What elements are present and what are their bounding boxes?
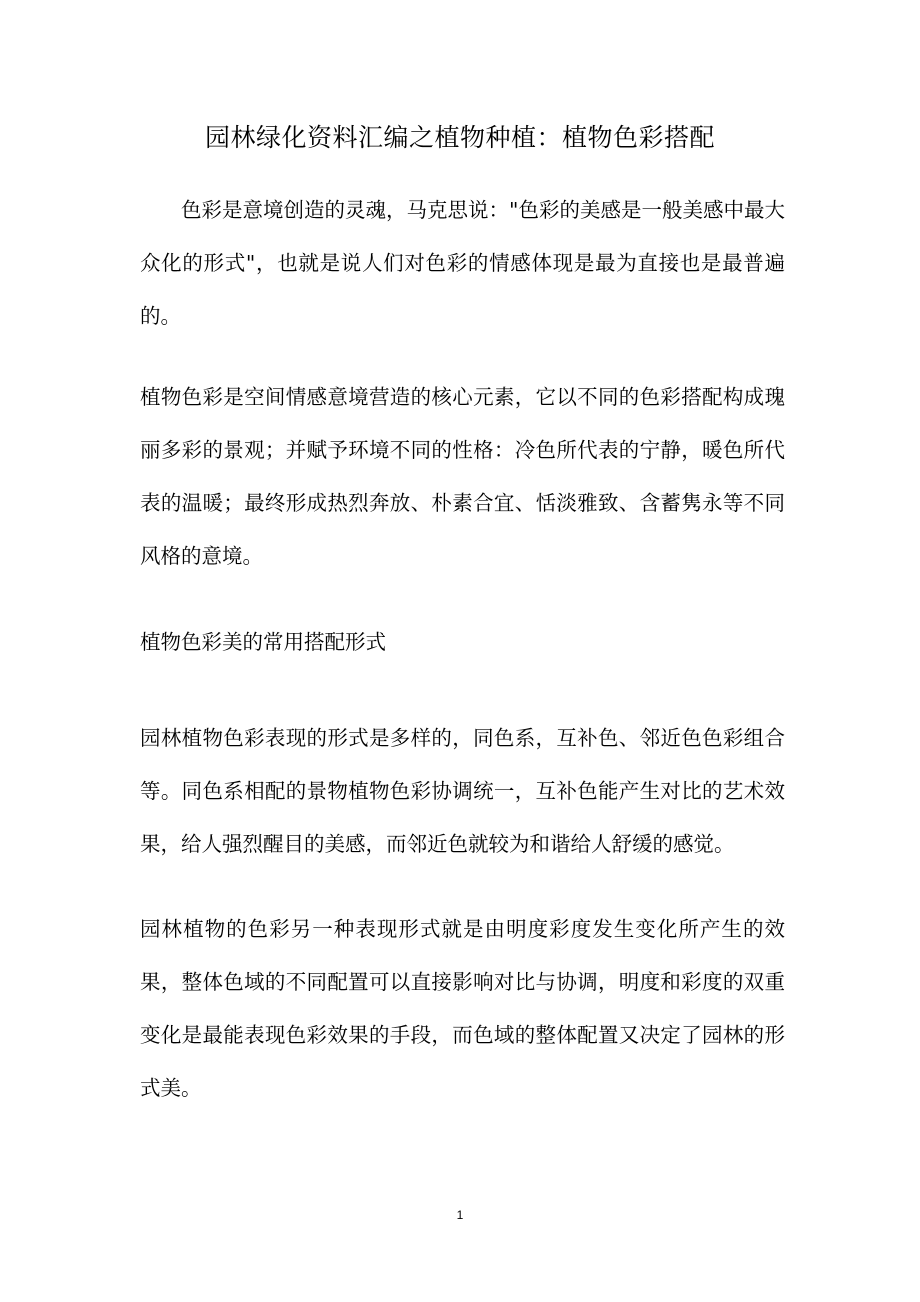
document-title: 园林绿化资料汇编之植物种植：植物色彩搭配 [204, 123, 715, 152]
body-paragraph: 植物色彩是空间情感意境营造的核心元素，它以不同的色彩搭配构成瑰丽多彩的景观；并赋予环境不同的性格：冷色所代表的宁静，暖色所代表的温暖；最终形成热烈奔放、朴素合宜、恬淡雅致、含蓄隽永等不同风格的意境。 [140, 385, 785, 568]
section-paragraph: 园林植物的色彩另一种表现形式就是由明度彩度发生变化所产生的效果，整体色域的不同配置可以直接影响对比与协调，明度和彩度的双重变化是最能表现色彩效果的手段，而色域的整体配置又决定了园林的形式美。 [140, 917, 785, 1100]
page-number: 1 [456, 1208, 464, 1222]
section-heading: 植物色彩美的常用搭配形式 [140, 630, 386, 654]
section-paragraph: 园林植物色彩表现的形式是多样的，同色系，互补色、邻近色色彩组合等。同色系相配的景物植物色彩协调统一，互补色能产生对比的艺术效果，给人强烈醒目的美感，而邻近色就较为和谐给人舒缓的感觉。 [140, 726, 785, 856]
intro-paragraph: 色彩是意境创造的灵魂，马克思说："色彩的美感是一般美感中最大众化的形式"，也就是说人们对色彩的情感体现是最为直接也是最普遍的。 [140, 198, 785, 328]
